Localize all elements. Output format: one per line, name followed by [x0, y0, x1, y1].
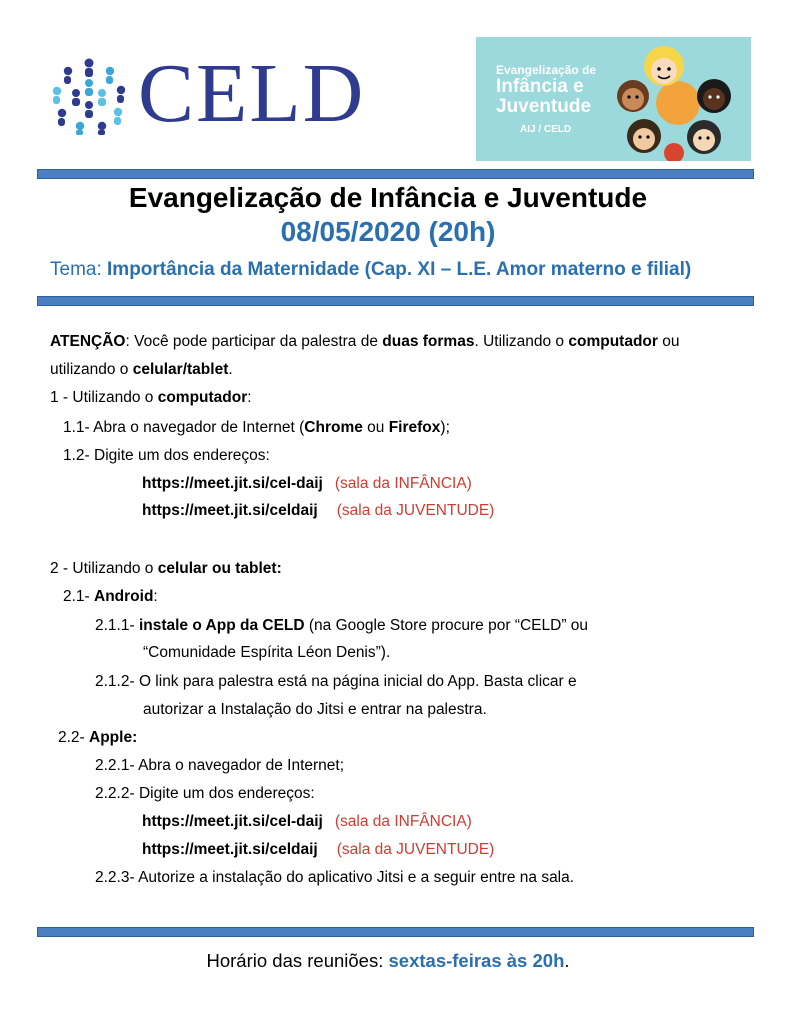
t: computador [568, 333, 658, 350]
meet-link-juventude[interactable]: https://meet.jit.si/celdaij [142, 502, 318, 519]
divider-bottom [37, 927, 754, 937]
t: 2 - Utilizando o [50, 560, 158, 577]
banner-line3-text: Juventude [496, 96, 592, 117]
t: celular/tablet [132, 361, 229, 378]
attention-line-2 [50, 360, 233, 380]
banner-line4: AIJ / CELD [520, 124, 572, 135]
divider-middle [37, 296, 754, 306]
banner-line2-text: Infância e [496, 76, 584, 97]
banner-line2 [496, 77, 591, 117]
link-row-infancia [142, 474, 472, 494]
footer-schedule [0, 950, 776, 972]
t: : [153, 588, 158, 605]
t: ou [657, 333, 680, 350]
t: computador [157, 389, 248, 406]
t: 2.2- [58, 729, 90, 746]
step-2-1-2-cont: autorizar a Instalação do Jitsi e entrar na palestra. [143, 701, 487, 718]
divider-top [37, 169, 754, 179]
t: : [247, 389, 252, 406]
step-2-1 [63, 587, 158, 607]
t: Horário das reuniões: [206, 950, 389, 971]
t: : Você pode participar da palestra de [125, 333, 383, 350]
t: 1.1- Abra o navegador de Internet ( [63, 419, 305, 436]
step-2-1-1 [95, 616, 588, 636]
step-2-2-1: 2.2.1- Abra o navegador de Internet; [95, 757, 345, 774]
t: Apple: [89, 729, 138, 746]
t: . Utilizando o [474, 333, 569, 350]
t: Firefox [388, 419, 441, 436]
step-2-2-2: 2.2.2- Digite um dos endereços: [95, 785, 315, 802]
t: ); [440, 419, 450, 436]
schedule-value: sextas-feiras às 20h [388, 950, 565, 971]
step-2-2-3: 2.2.3- Autorize a instalação do aplicativo Jitsi e a seguir entre na sala. [95, 869, 575, 886]
t: (na Google Store procure por “CELD” ou [304, 617, 589, 634]
children-illustration-icon [606, 41, 751, 161]
attention-label: ATENÇÃO [50, 333, 126, 350]
t: 1 - Utilizando o [50, 389, 158, 406]
t: 2.1- [63, 588, 95, 605]
evangelizacao-banner [476, 37, 751, 161]
banner-line1: Evangelização de [496, 63, 597, 77]
step-1-heading [50, 388, 252, 408]
celd-logo-text: CELD [138, 47, 366, 140]
event-date: 08/05/2020 (20h) [280, 216, 496, 247]
t: Android [94, 588, 154, 605]
t: Chrome [304, 419, 363, 436]
t: instale o App da CELD [138, 617, 305, 634]
t: ou [362, 419, 389, 436]
t: 2.1.1- [95, 617, 139, 634]
room-infancia-2: (sala da INFÂNCIA) [334, 813, 472, 830]
theme-value: Importância da Maternidade (Cap. XI – L.E. Amor materno e filial) [107, 259, 692, 280]
t: utilizando o [50, 361, 133, 378]
step-1-1 [63, 418, 450, 438]
theme-line [50, 259, 691, 281]
step-2-heading [50, 559, 282, 579]
celd-logo-icon [50, 57, 128, 135]
t: . [564, 950, 570, 971]
step-1-2: 1.2- Digite um dos endereços: [63, 447, 270, 464]
meet-link-juventude-2[interactable]: https://meet.jit.si/celdaij [142, 841, 318, 858]
room-infancia: (sala da INFÂNCIA) [334, 475, 472, 492]
room-juventude: (sala da JUVENTUDE) [336, 502, 495, 519]
attention-line [50, 332, 680, 352]
page-title: Evangelização de Infância e Juventude [128, 182, 648, 213]
link-row-infancia-2 [142, 812, 472, 832]
step-2-1-1-cont: “Comunidade Espírita Léon Denis”). [143, 644, 391, 661]
step-2-2 [58, 728, 137, 748]
meet-link-infancia[interactable]: https://meet.jit.si/cel-daij [142, 475, 323, 492]
link-row-juventude [142, 501, 494, 521]
meet-link-infancia-2[interactable]: https://meet.jit.si/cel-daij [142, 813, 323, 830]
t: duas formas [382, 333, 475, 350]
theme-label: Tema: [50, 259, 102, 280]
step-2-1-2: 2.1.2- O link para palestra está na página inicial do App. Basta clicar e [95, 673, 577, 690]
t: . [228, 361, 233, 378]
room-juventude-2: (sala da JUVENTUDE) [336, 841, 495, 858]
link-row-juventude-2 [142, 840, 494, 860]
t: celular ou tablet: [157, 560, 282, 577]
